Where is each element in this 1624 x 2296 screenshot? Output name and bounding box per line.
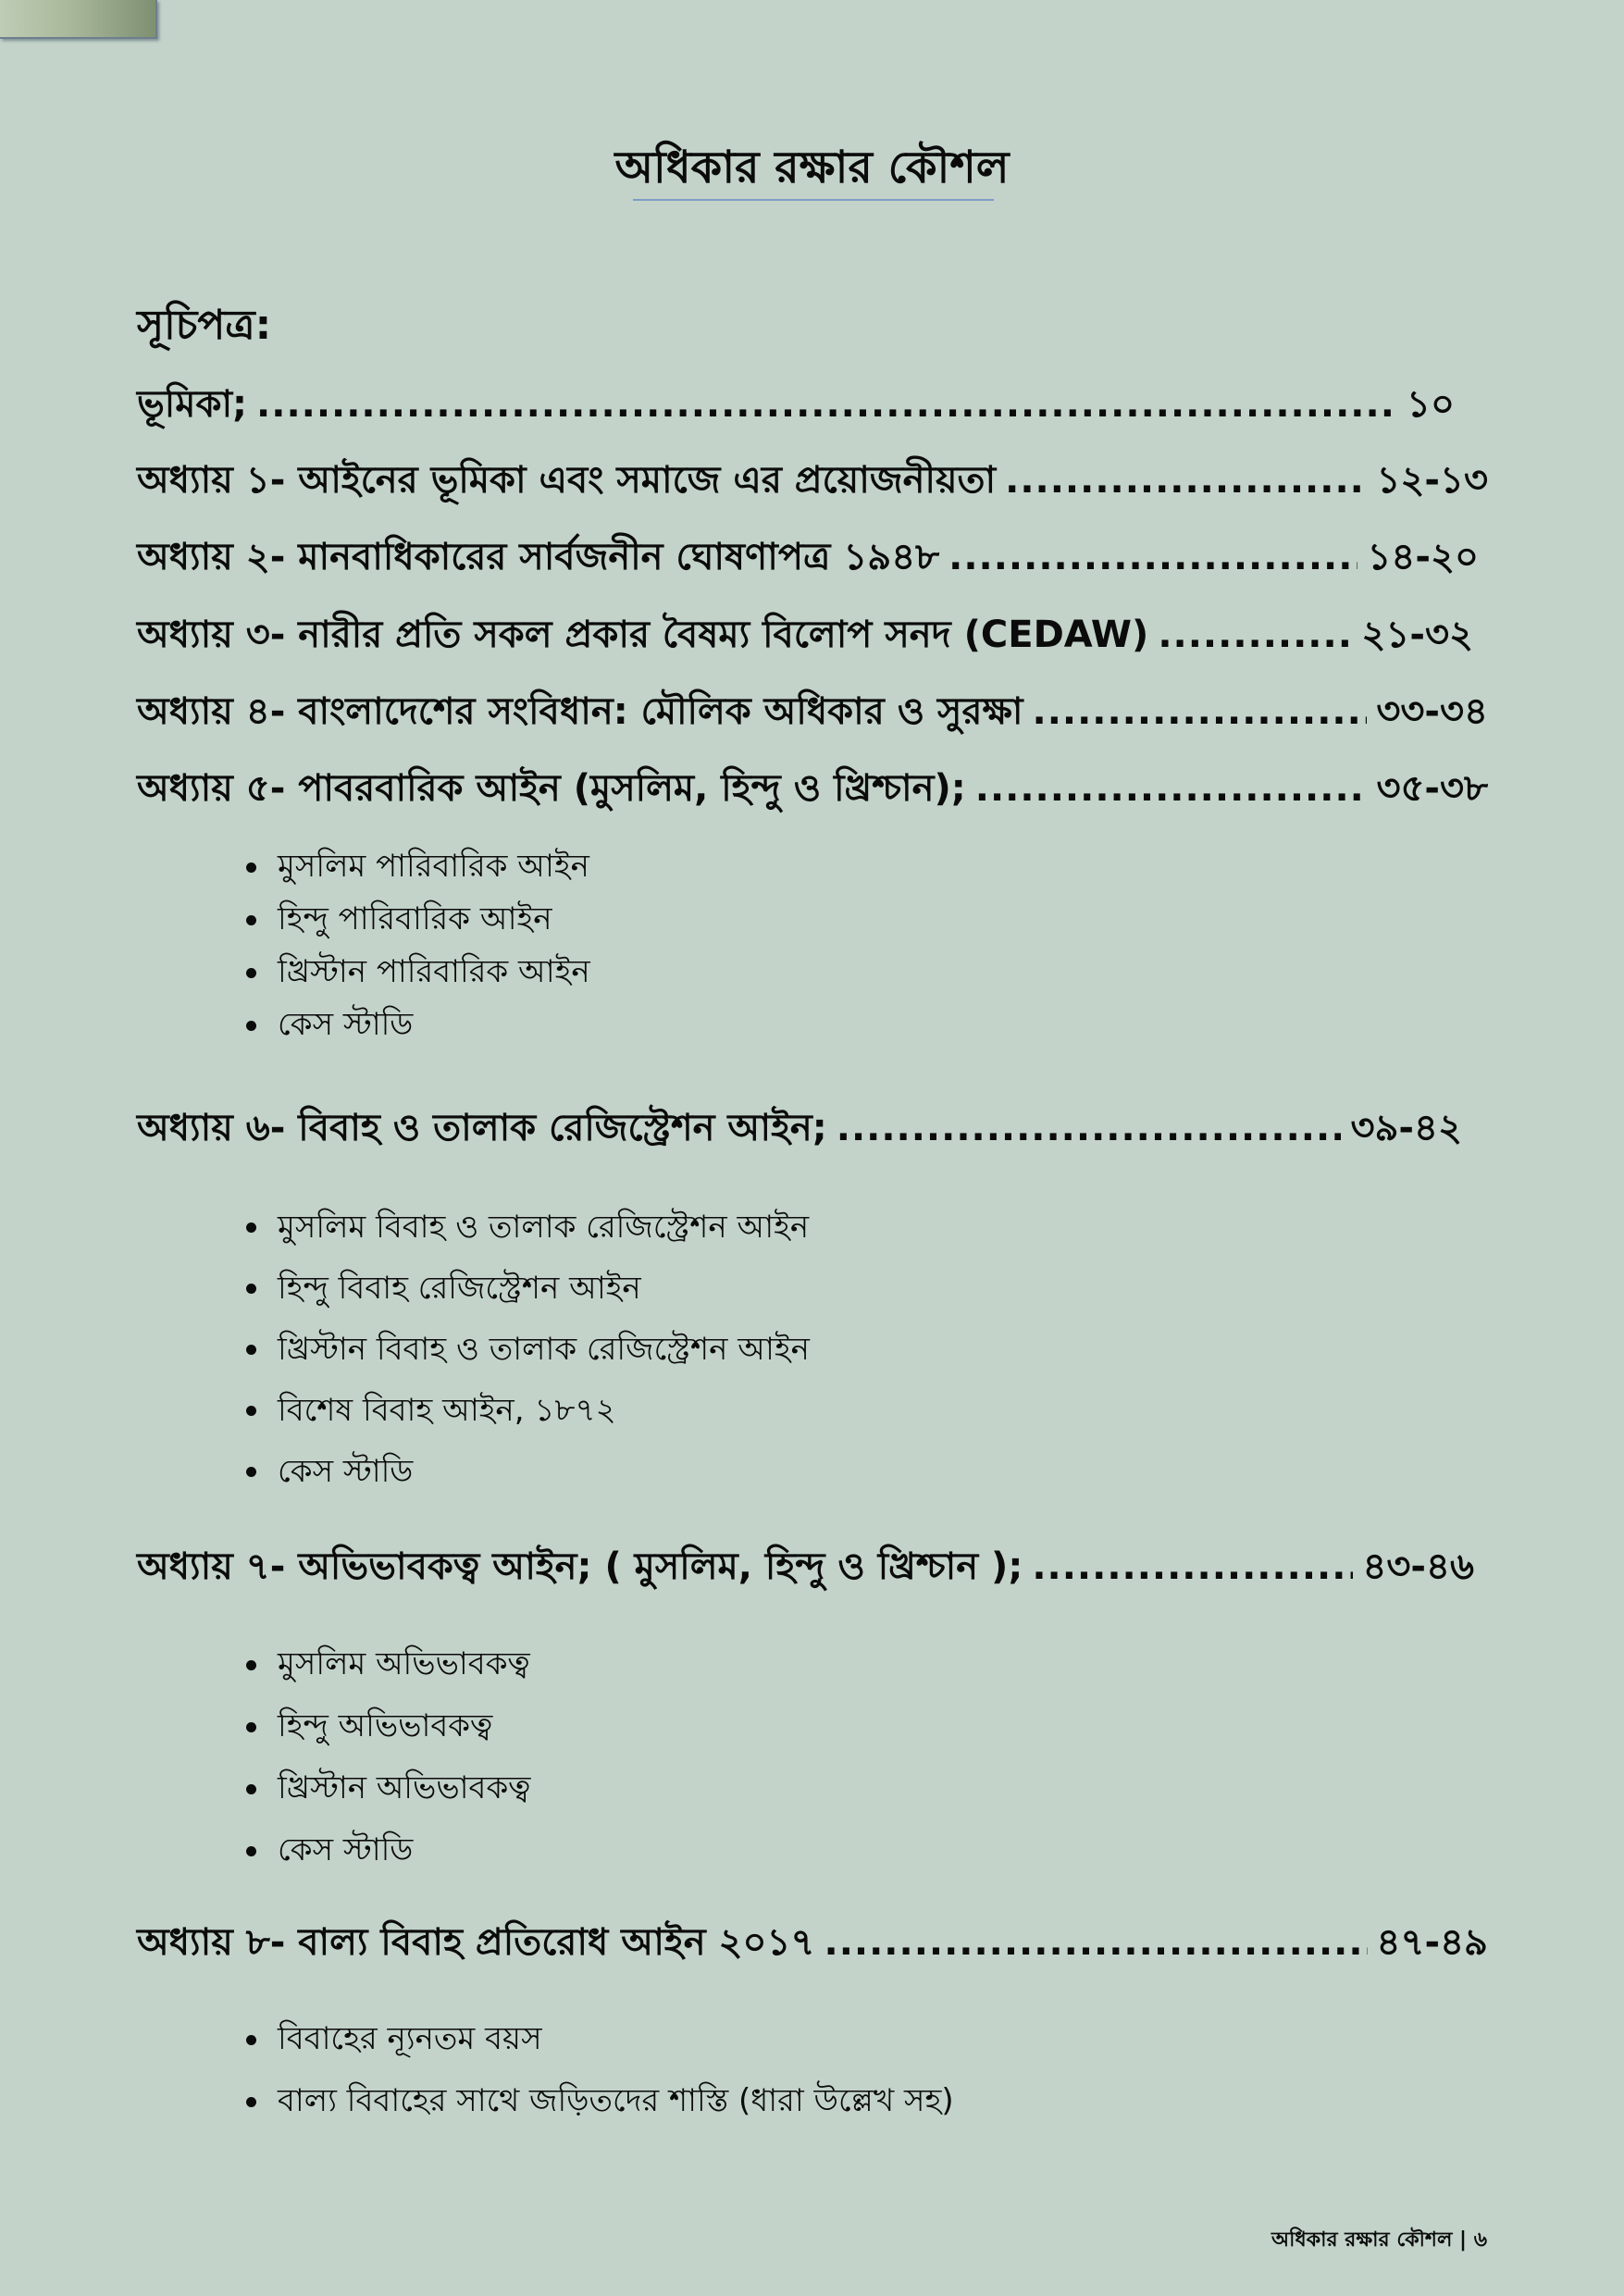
- page-footer: অধিকার রক্ষার কৌশল | ৬: [1271, 2228, 1487, 2252]
- toc-leader-dots: [824, 1916, 1368, 1969]
- list-item: বাল্য বিবাহের সাথে জড়িতদের শাস্তি (ধারা উল্লেখ সহ): [241, 2070, 954, 2132]
- toc-entry-chapter-8[interactable]: [137, 1916, 1488, 1969]
- toc-leader-dots: [256, 378, 1397, 431]
- toc-entry-pages: ৩৯-৪২: [1350, 1107, 1462, 1149]
- list-item: খ্রিস্টান বিবাহ ও তালাক রেজিস্ট্রেশন আইন: [241, 1319, 810, 1380]
- toc-entry-pages: ১২-১৩: [1376, 459, 1488, 502]
- toc-entry-chapter-5[interactable]: [137, 762, 1488, 815]
- toc-heading: সূচিপত্র:: [137, 302, 272, 349]
- corner-tab-decoration: [0, 0, 157, 39]
- toc-entry-pages: ৪৩-৪৬: [1362, 1545, 1474, 1588]
- chapter-5-topics: [241, 840, 590, 1051]
- toc-entry-label: ভূমিকা;: [137, 383, 248, 426]
- toc-entry-chapter-6[interactable]: [137, 1101, 1462, 1155]
- toc-entry-pages: ২১-৩২: [1361, 614, 1473, 656]
- toc-entry-pages: ১০: [1407, 383, 1455, 426]
- toc-entry-label: অধ্যায় ৮- বাল্য বিবাহ প্রতিরোধ আইন ২০১৭: [137, 1921, 815, 1964]
- toc-leader-dots: [1033, 685, 1368, 738]
- list-item: মুসলিম পারিবারিক আইন: [241, 840, 590, 893]
- list-item: খ্রিস্টান অভিভাবকত্ব: [241, 1757, 530, 1819]
- list-item: বিবাহের ন্যূনতম বয়স: [241, 2008, 954, 2070]
- toc-entry-pages: ৩৫-৩৮: [1376, 767, 1488, 810]
- list-item: কেস স্টাডি: [241, 1819, 530, 1881]
- toc-entry-pages: ১৪-২০: [1367, 536, 1479, 578]
- toc-entry-label: অধ্যায় ৫- পাবরবারিক আইন (মুসলিম, হিন্দু ও খ্রিশ্চান);: [137, 767, 966, 810]
- list-item: মুসলিম অভিভাবকত্ব: [241, 1633, 530, 1695]
- list-item: কেস স্টাডি: [241, 999, 590, 1051]
- toc-leader-dots: [1032, 1540, 1353, 1594]
- list-item: খ্রিস্টান পারিবারিক আইন: [241, 946, 590, 999]
- toc-entry-label: অধ্যায় ৬- বিবাহ ও তালাক রেজিস্ট্রেশন আইন;: [137, 1107, 827, 1149]
- toc-leader-dots: [837, 1101, 1342, 1155]
- toc-entry-label: অধ্যায় ৭- অভিভাবকত্ব আইন; ( মুসলিম, হিন্দু ও খ্রিশ্চান );: [137, 1545, 1023, 1588]
- list-item: হিন্দু পারিবারিক আইন: [241, 893, 590, 946]
- toc-entry-chapter-3[interactable]: [137, 608, 1473, 662]
- list-item: মুসলিম বিবাহ ও তালাক রেজিস্ট্রেশন আইন: [241, 1197, 810, 1258]
- chapter-6-topics: [241, 1197, 810, 1502]
- toc-entry-pages: ৪৭-৪৯: [1376, 1921, 1488, 1964]
- list-item: বিশেষ বিবাহ আইন, ১৮৭২: [241, 1380, 810, 1441]
- toc-leader-dots: [1005, 453, 1367, 507]
- list-item: হিন্দু বিবাহ রেজিস্ট্রেশন আইন: [241, 1258, 810, 1319]
- toc-leader-dots: [948, 530, 1357, 584]
- toc-leader-dots: [975, 762, 1368, 815]
- toc-leader-dots: [1158, 608, 1352, 662]
- list-item: হিন্দু অভিভাবকত্ব: [241, 1695, 530, 1757]
- chapter-7-topics: [241, 1633, 530, 1881]
- toc-entry-chapter-7[interactable]: [137, 1540, 1474, 1594]
- toc-entry-label: অধ্যায় ২- মানবাধিকারের সার্বজনীন ঘোষণাপত্র ১৯৪৮: [137, 536, 940, 578]
- toc-entry-chapter-1[interactable]: [137, 453, 1488, 507]
- toc-entry-chapter-4[interactable]: [137, 685, 1488, 738]
- toc-entry-chapter-2[interactable]: [137, 530, 1479, 584]
- toc-entry-label: অধ্যায় ৩- নারীর প্রতি সকল প্রকার বৈষম্য বিলোপ সনদ (CEDAW): [137, 614, 1149, 656]
- toc-entry-preface[interactable]: [137, 378, 1455, 431]
- chapter-8-topics: [241, 2008, 954, 2132]
- toc-entry-label: অধ্যায় ১- আইনের ভূমিকা এবং সমাজে এর প্রয়োজনীয়তা: [137, 459, 997, 502]
- title-underline: [633, 199, 994, 201]
- toc-entry-label: অধ্যায় ৪- বাংলাদেশের সংবিধান: মৌলিক অধিকার ও সুরক্ষা: [137, 690, 1023, 733]
- page-title: অধিকার রক্ষার কৌশল: [614, 142, 1010, 193]
- toc-entry-pages: ৩৩-৩৪: [1376, 690, 1488, 733]
- list-item: কেস স্টাডি: [241, 1441, 810, 1502]
